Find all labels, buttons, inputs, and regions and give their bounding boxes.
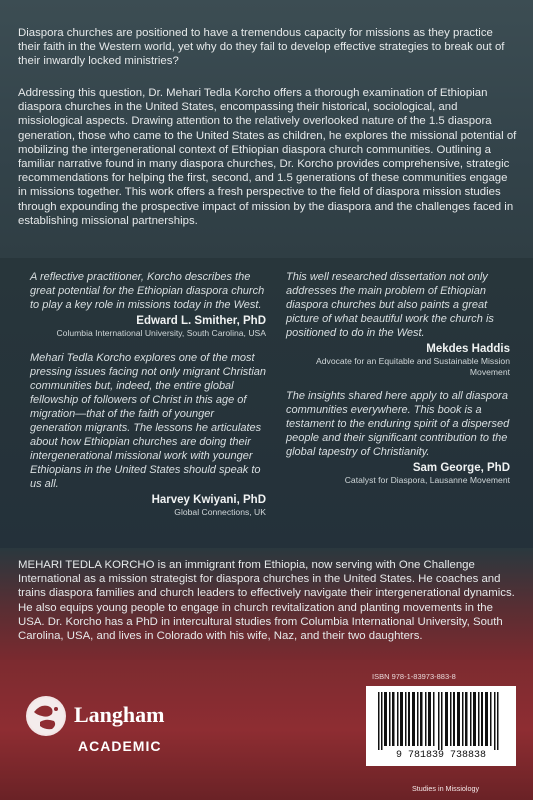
author-bio: MEHARI TEDLA KORCHO is an immigrant from Ethiopia, now serving with One Challenge International as a mission strategist for diaspora churches in the United States. He coaches and trains diaspora families and church leaders to effectively navigate their intergenerational dynamics. He also equips young people to engage in church revitalization and planting movements in the USA. Dr. Korcho has a PhD in intercultural studies from Columbia International University, South Carolina, USA, and lives in Colorado with his wife, Naz, and their two daughters.	[18, 559, 515, 643]
publisher-imprint: ACADEMIC	[78, 738, 162, 754]
endorsement	[30, 270, 266, 339]
endorsements-left-column	[30, 270, 266, 529]
langham-globe-icon	[26, 696, 66, 736]
endorser-name: Sam George, PhD	[412, 462, 510, 474]
endorser-affiliation: Columbia International University, South Carolina, USA	[56, 328, 266, 338]
endorsement-quote: A reflective practitioner, Korcho describes the great potential for the Ethiopian diaspora church to play a key role in missions today in the West.	[30, 271, 265, 311]
endorsement-quote: The insights shared here apply to all diaspora communities everywhere. This book is a testament to the enduring spirit of a dispersed people and their significant contribution to the global tapestry of Christianity.	[286, 390, 510, 458]
endorsement-quote: Mehari Tedla Korcho explores one of the most pressing issues facing not only migrant Christian communities but, indeed, the entire global fellowship of followers of Christ in this age of migration—that of the faith of younger generation migrants. The lessons he articulates about how Ethiopian churches are doing their intergenerational missional work with younger Ethiopians in the United States should speak to us all.	[30, 351, 267, 490]
intro-description: Addressing this question, Dr. Mehari Tedla Korcho offers a thorough examination of Ethiopian diaspora churches in the United States, encompassing their historical, sociological, and missiological aspects. Drawing attention to the relatively overlooked nature of the 1.5 diaspora generation, those who came to the United States as children, he explores the missional potential of mobilizing the intergenerational context of Ethiopian diaspora church communities. Outlining a familiar narrative found in many diaspora churches, Dr. Korcho provides comprehensive, strategic recommendations for helping the first, second, and 1.5 generations of these communities engage in missions together. This work offers a fresh perspective to the field of diaspora mission studies through expounding the prospective impact of mission by the diaspora and the challenges faced in establishing missional partnerships.	[18, 87, 517, 227]
endorser-name: Edward L. Smither, PhD	[136, 315, 266, 327]
isbn-label: ISBN 978-1-83973-883-8	[372, 672, 456, 681]
endorser-name: Harvey Kwiyani, PhD	[151, 493, 266, 506]
endorsement-quote: This well researched dissertation not only addresses the main problem of Ethiopian diaspora churches but also paints a great picture of what beautiful work the church is positioned to do in the West.	[286, 271, 494, 339]
endorsement	[286, 389, 510, 486]
endorsement	[286, 270, 510, 377]
endorsements-right-column	[286, 270, 510, 498]
endorser-name: Mekdes Haddis	[426, 343, 510, 355]
endorser-affiliation: Catalyst for Diaspora, Lausanne Movement	[344, 475, 510, 485]
barcode-digits: 9 781839 738838	[395, 750, 486, 761]
barcode-bars	[376, 692, 506, 750]
endorsement	[30, 351, 266, 518]
series-name: Studies in Missiology	[412, 784, 480, 793]
publisher-logo	[16, 672, 256, 782]
publisher-name: Langham	[74, 702, 165, 727]
endorser-affiliation: Advocate for an Equitable and Sustainable Mission Movement	[316, 356, 510, 377]
intro-question: Diaspora churches are positioned to have a tremendous capacity for missions as they practice their faith in the Western world, yet why do they fail to develop effective strategies to break out of their inwardly locked ministries?	[18, 27, 505, 68]
endorser-affiliation: Global Connections, UK	[174, 506, 266, 517]
barcode	[366, 686, 516, 766]
